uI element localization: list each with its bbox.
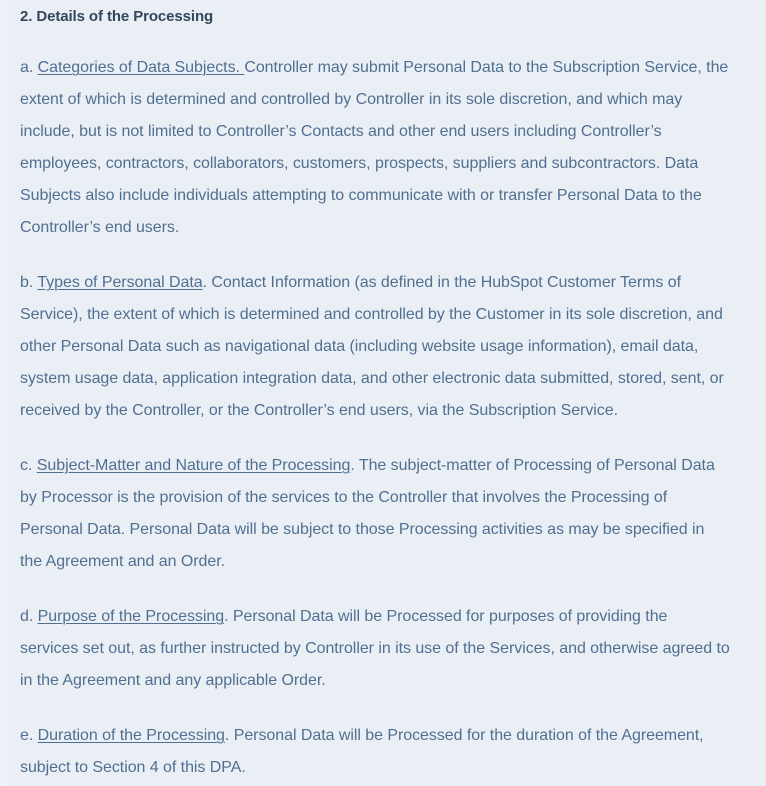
clause-lead-c: Subject-Matter and Nature of the Processing xyxy=(36,457,351,474)
clause-paragraph-a xyxy=(20,28,730,244)
page-title: 2. Details of the Processing xyxy=(20,8,214,25)
clause-body-e: Personal Data will be Processed for the duration of the Agreement, subject to Section 4 of this DPA. xyxy=(20,727,704,776)
clause-paragraph-c xyxy=(20,427,730,578)
clause-lead-e: Duration of the Processing xyxy=(37,727,225,744)
clause-separator-b: . xyxy=(202,274,212,291)
clause-body-d: Personal Data will be Processed for purposes of providing the services set out, as further instructed by Controller in its use of the Services, and otherwise agreed to in the Agreement and any applicable Order. xyxy=(20,608,730,689)
clause-lead-b: Types of Personal Data xyxy=(37,274,203,291)
clause-body-a: Controller may submit Personal Data to the Subscription Service, the extent of which is determined and controlled by Controller in its sole discretion, and which may include, but is not limited to Controller’s Contacts and other end users including Controller’s employees, contractors, collaborators, customers, prospects, suppliers and subcontractors. Data Subjects also include individuals attempting to communicate with or transfer Personal Data to the Controller’s end users. xyxy=(20,59,729,236)
clause-separator-d: . xyxy=(224,608,233,625)
clause-marker-d: d. xyxy=(20,608,34,625)
clause-body-b: Contact Information (as defined in the HubSpot Customer Terms of Service), the extent of which is determined and controlled by the Customer in its sole discretion, and other Personal Data such as navigational data (including website usage information), email data, system usage data, application integration data, and other electronic data submitted, stored, sent, or received by the Controller, or the Controller’s end users, via the Subscription Service. xyxy=(20,274,724,419)
clause-body-c: The subject-matter of Processing of Personal Data by Processor is the provision of the services to the Controller that involves the Processing of Personal Data. Personal Data will be subject to those Processing activities as may be specified in the Agreement and an Order. xyxy=(20,457,715,570)
clause-separator-c: . xyxy=(350,457,359,474)
clause-marker-a: a. xyxy=(20,59,34,76)
clause-paragraph-b xyxy=(20,244,730,427)
clause-paragraph-e xyxy=(20,697,730,784)
clause-marker-b: b. xyxy=(20,274,34,291)
clause-paragraph-d xyxy=(20,578,730,697)
clause-marker-e: e. xyxy=(20,727,34,744)
clause-marker-c: c. xyxy=(20,457,33,474)
clause-separator-e: . xyxy=(224,727,234,744)
clause-lead-a: Categories of Data Subjects. xyxy=(37,59,245,76)
page-left-margin-strip xyxy=(0,0,7,786)
clause-lead-d: Purpose of the Processing xyxy=(37,608,225,625)
